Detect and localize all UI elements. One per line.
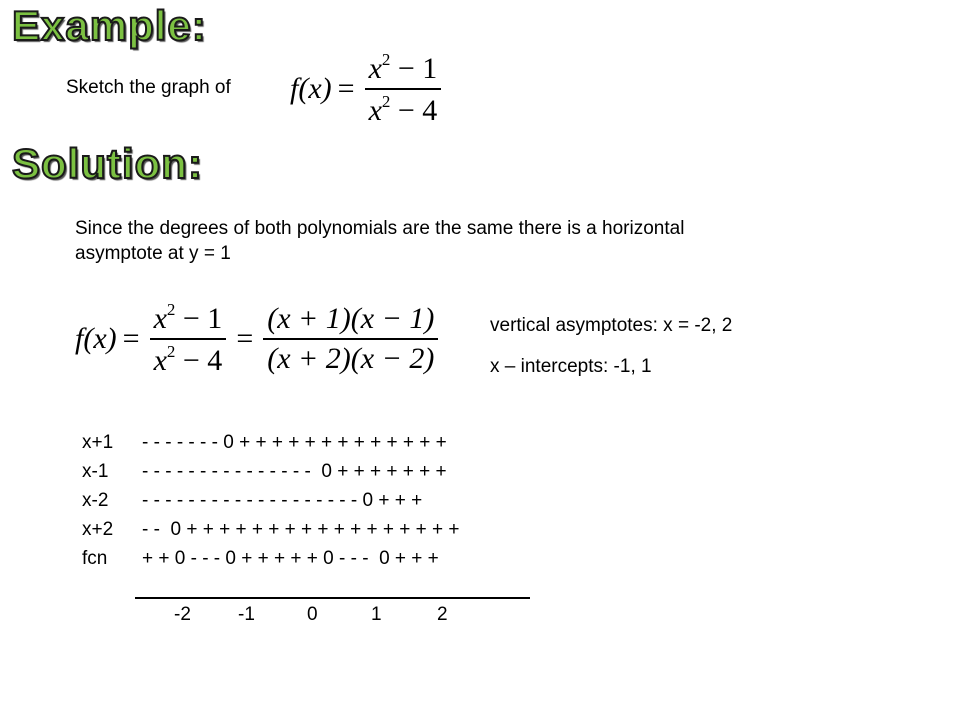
asymptote-explanation [75, 216, 875, 266]
factored-denominator: (x + 2)(x − 2) [263, 338, 438, 376]
sign-row-label: fcn [82, 547, 108, 569]
sign-row-label: x-2 [82, 489, 109, 511]
sign-row-label: x-1 [82, 460, 109, 482]
sign-row-signs: - - - - - - - 0 + + + + + + + + + + + + + [142, 431, 447, 453]
factored-lhs: f(x) [75, 322, 117, 355]
sign-row [82, 486, 459, 515]
x-intercepts: x – intercepts: -1, 1 [490, 356, 652, 377]
example-heading: Example: [12, 2, 207, 49]
sign-row-label: x+2 [82, 518, 114, 540]
function-definition: f(x) = $\frac{x^2 - 1}{x^2 - 4}$ [290, 50, 445, 128]
explanation-line-2: asymptote at y = 1 [75, 243, 231, 264]
function-fraction: $\frac{x^2 - 1}{x^2 - 4}$ [365, 50, 442, 128]
sign-row-signs: - - - - - - - - - - - - - - - - - - - 0 + + + [142, 489, 423, 511]
number-line-tick: 2 [437, 604, 448, 625]
number-line-tick: -1 [238, 604, 255, 625]
number-line-tick: 0 [307, 604, 318, 625]
sign-row [82, 544, 459, 573]
factored-fraction [263, 302, 438, 376]
explanation-line-1: Since the degrees of both polynomials are the same there is a horizontal [75, 218, 685, 239]
sign-row [82, 515, 459, 544]
factored-numerator: (x + 1)(x − 1) [267, 302, 435, 335]
sign-row [82, 428, 459, 457]
number-line-tick: 1 [371, 604, 382, 625]
factored-function: f(x) = $\frac{x^2 - 1}{x^2 - 4}$ = $\frac{(x + 1)(x - 1)}{(x + 2)(x - 2)}$ [75, 300, 442, 378]
sign-row-label: x+1 [82, 431, 114, 453]
original-fraction: $\frac{x^2 - 1}{x^2 - 4}$ [150, 300, 227, 378]
sign-row-signs: + + 0 - - - 0 + + + + + 0 - - - 0 + + + [142, 547, 439, 569]
number-line-tick: -2 [174, 604, 191, 625]
sign-chart [82, 428, 459, 573]
sign-row-signs: - - - - - - - - - - - - - - - 0 + + + + + + + [142, 460, 447, 482]
vertical-asymptotes: vertical asymptotes: x = -2, 2 [490, 315, 733, 336]
number-line [135, 597, 530, 599]
solution-heading: Solution: [12, 140, 203, 187]
sign-row [82, 457, 459, 486]
sketch-prompt: Sketch the graph of [66, 77, 231, 98]
sign-row-signs: - - 0 + + + + + + + + + + + + + + + + + [142, 518, 460, 540]
function-lhs: f(x) [290, 72, 332, 105]
